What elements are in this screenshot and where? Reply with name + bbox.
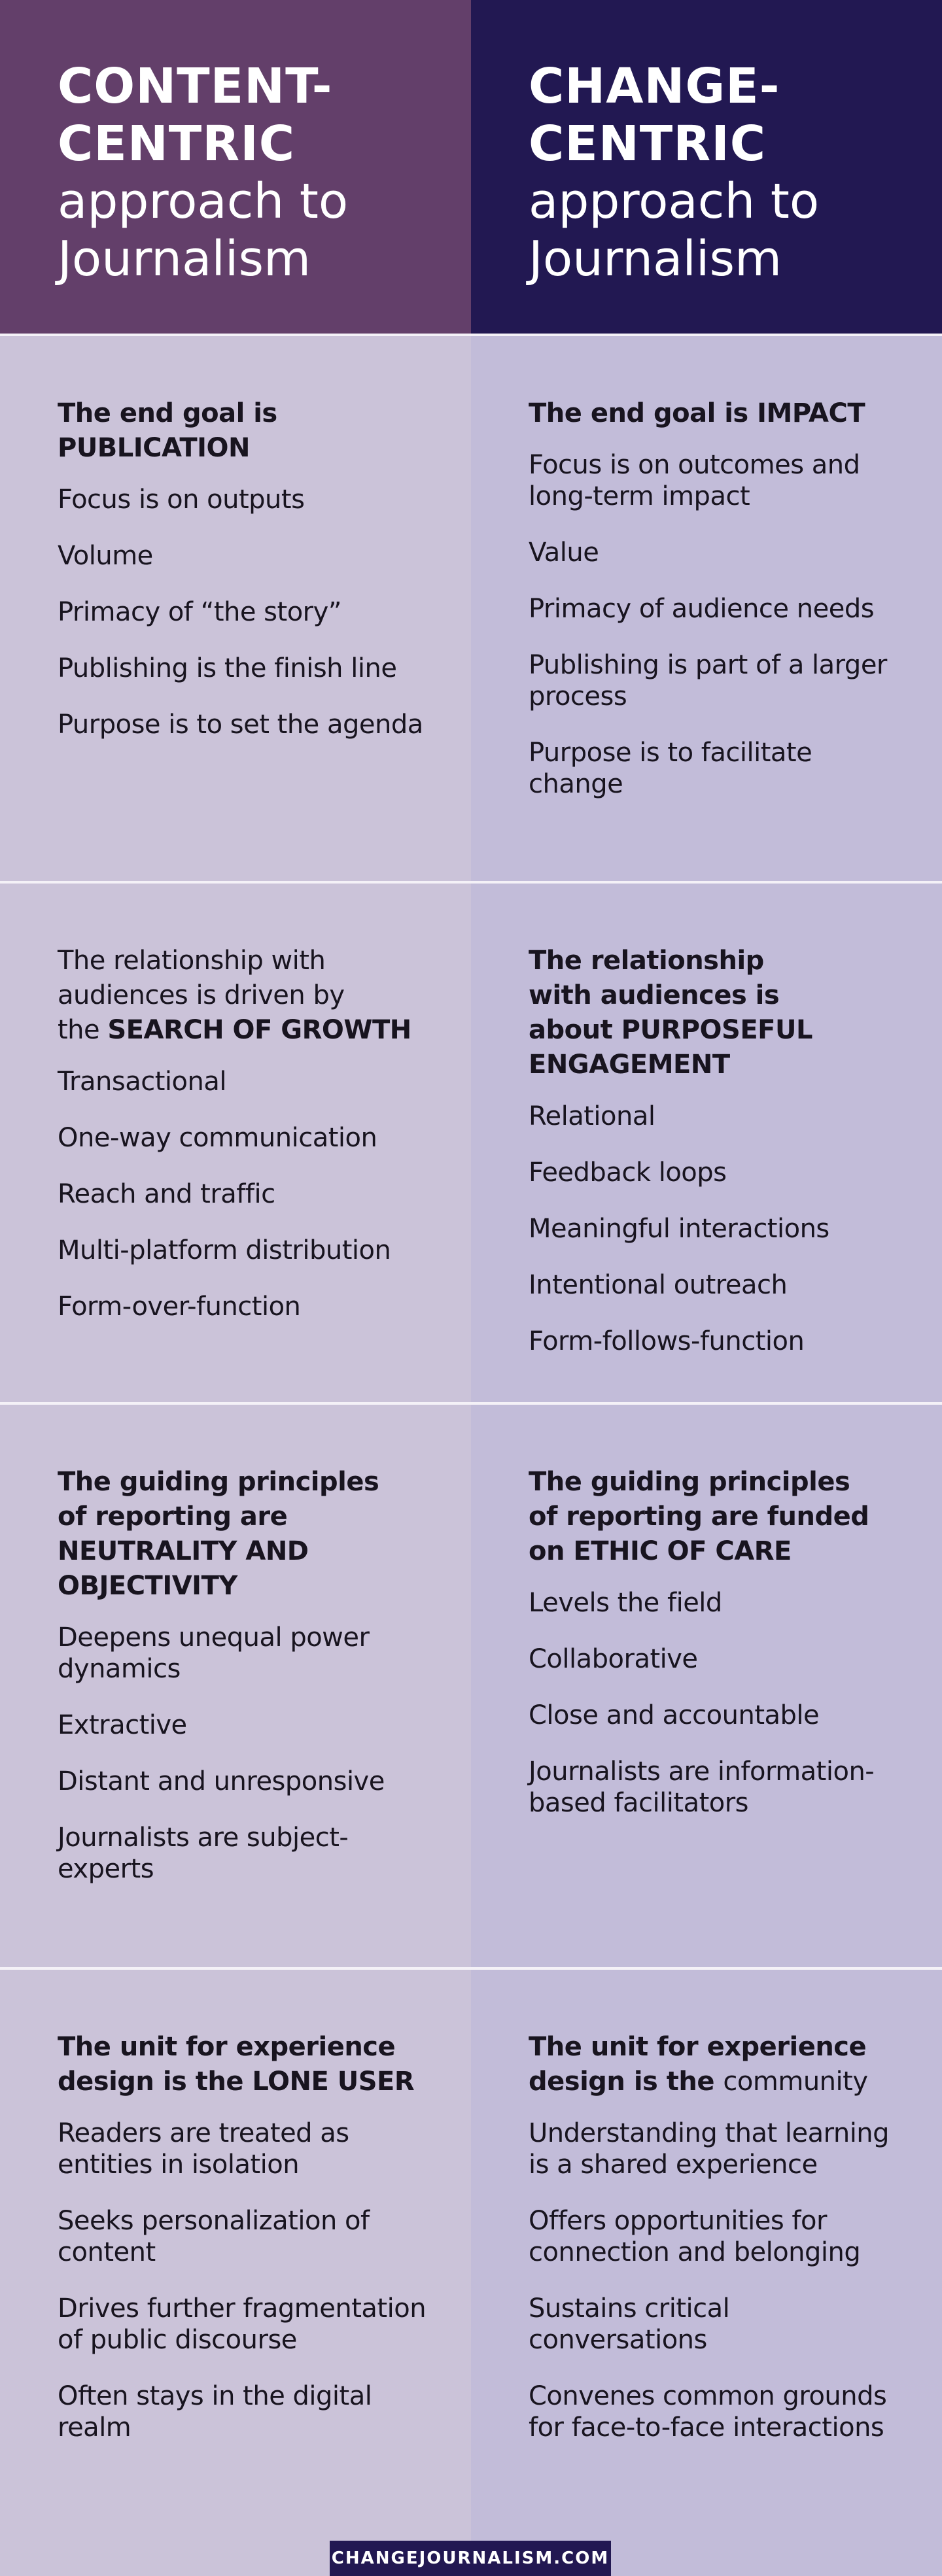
list-item: Relational bbox=[529, 1101, 655, 1131]
lead-fragment: on ETHIC OF CARE bbox=[529, 1536, 792, 1566]
header-bold-line: CENTRIC bbox=[529, 116, 767, 172]
row-2-right-cell bbox=[471, 881, 942, 1402]
lead-fragment: OBJECTIVITY bbox=[58, 1571, 237, 1601]
row-3-left-cell bbox=[0, 1402, 471, 1967]
cell-content bbox=[529, 944, 908, 1382]
header-change-centric-title bbox=[529, 58, 921, 288]
lead-statement bbox=[58, 2030, 437, 2099]
list-item: Journalists are subject-experts bbox=[58, 1823, 349, 1884]
list-item: Deepens unequal power dynamics bbox=[58, 1623, 370, 1684]
cell-content bbox=[529, 1465, 908, 1844]
header-bold-line: CENTRIC bbox=[58, 116, 296, 172]
list-item: Form-over-function bbox=[58, 1292, 301, 1322]
list-item: Transactional bbox=[58, 1067, 226, 1097]
lead-statement bbox=[529, 1465, 908, 1569]
lead-statement bbox=[58, 1465, 437, 1604]
list-item: Levels the field bbox=[529, 1588, 722, 1618]
list-item: Seeks personalization of content bbox=[58, 2206, 370, 2267]
header-light-line: approach to bbox=[58, 173, 349, 230]
row-1-right-cell bbox=[471, 334, 942, 881]
header-bold-line: CONTENT- bbox=[58, 58, 333, 114]
list-item: Feedback loops bbox=[529, 1158, 727, 1188]
cell-content bbox=[58, 1465, 437, 1910]
list-item: Publishing is part of a larger process bbox=[529, 650, 887, 712]
list-item: Focus is on outcomes and long-term impact bbox=[529, 450, 860, 511]
lead-fragment: NEUTRALITY AND bbox=[58, 1536, 309, 1566]
lead-fragment: of reporting are funded bbox=[529, 1502, 869, 1532]
row-3-right-cell bbox=[471, 1402, 942, 1967]
site-url-footer: CHANGEJOURNALISM.COM bbox=[330, 2541, 611, 2576]
list-item: Multi-platform distribution bbox=[58, 1235, 391, 1265]
list-item: Reach and traffic bbox=[58, 1179, 275, 1209]
list-item: Drives further fragmentation of public discourse bbox=[58, 2293, 427, 2355]
list-item: Volume bbox=[58, 541, 153, 571]
lead-fragment: The unit for experience bbox=[58, 2032, 396, 2062]
lead-fragment: community bbox=[723, 2067, 868, 2097]
header-content-centric bbox=[0, 0, 471, 334]
list-item: Intentional outreach bbox=[529, 1270, 788, 1300]
list-item: Distant and unresponsive bbox=[58, 1766, 385, 1796]
lead-fragment: ENGAGEMENT bbox=[529, 1050, 730, 1080]
header-light-line: approach to bbox=[529, 173, 820, 230]
lead-fragment: The relationship with bbox=[58, 946, 326, 976]
lead-fragment: PUBLICATION bbox=[58, 433, 251, 463]
list-item: Sustains critical conversations bbox=[529, 2293, 730, 2355]
list-item: Collaborative bbox=[529, 1644, 698, 1674]
lead-fragment: The end goal is IMPACT bbox=[529, 398, 865, 428]
row-4-left-cell bbox=[0, 1967, 471, 2576]
cell-content bbox=[529, 396, 908, 825]
lead-fragment: design is the bbox=[529, 2067, 724, 2097]
list-item: Often stays in the digital realm bbox=[58, 2381, 372, 2443]
list-item: Close and accountable bbox=[529, 1700, 820, 1730]
header-content-centric-title bbox=[58, 58, 450, 288]
lead-fragment: The guiding principles bbox=[58, 1467, 379, 1497]
list-item: Extractive bbox=[58, 1710, 187, 1740]
lead-fragment: The end goal is bbox=[58, 398, 277, 428]
lead-fragment: The unit for experience bbox=[529, 2032, 867, 2062]
list-item: Value bbox=[529, 538, 599, 568]
list-item: Publishing is the finish line bbox=[58, 653, 397, 683]
lead-statement bbox=[529, 2030, 908, 2099]
list-item: Primacy of “the story” bbox=[58, 597, 342, 627]
lead-fragment: audiences is driven by bbox=[58, 980, 345, 1010]
list-item: Journalists are information-based facilitators bbox=[529, 1757, 875, 1818]
lead-fragment: about PURPOSEFUL bbox=[529, 1015, 812, 1045]
lead-statement bbox=[58, 396, 437, 466]
header-bold-line: CHANGE- bbox=[529, 58, 780, 114]
cell-content bbox=[58, 2030, 437, 2468]
lead-statement bbox=[529, 396, 908, 431]
lead-fragment: design is the LONE USER bbox=[58, 2067, 415, 2097]
list-item: Meaningful interactions bbox=[529, 1214, 829, 1244]
header-change-centric bbox=[471, 0, 942, 334]
list-item: Focus is on outputs bbox=[58, 485, 305, 515]
lead-fragment: of reporting are bbox=[58, 1502, 288, 1532]
lead-fragment: with audiences is bbox=[529, 980, 780, 1010]
list-item: One-way communication bbox=[58, 1123, 377, 1153]
list-item: Readers are treated as entities in isolation bbox=[58, 2118, 349, 2180]
list-item: Offers opportunities for connection and belonging bbox=[529, 2206, 861, 2267]
lead-statement bbox=[529, 944, 908, 1082]
list-item: Convenes common grounds for face-to-face interactions bbox=[529, 2381, 887, 2443]
list-item: Purpose is to set the agenda bbox=[58, 710, 423, 740]
list-item: Purpose is to facilitate change bbox=[529, 738, 812, 799]
row-4-right-cell bbox=[471, 1967, 942, 2576]
lead-fragment: The guiding principles bbox=[529, 1467, 850, 1497]
cell-content bbox=[529, 2030, 908, 2468]
lead-statement bbox=[58, 944, 437, 1048]
cell-content bbox=[58, 944, 437, 1347]
header-light-line: Journalism bbox=[58, 231, 311, 287]
lead-fragment: SEARCH OF GROWTH bbox=[107, 1015, 411, 1045]
list-item: Form-follows-function bbox=[529, 1326, 805, 1356]
list-item: Primacy of audience needs bbox=[529, 594, 875, 624]
lead-fragment: the bbox=[58, 1015, 108, 1045]
lead-fragment: The relationship bbox=[529, 946, 764, 976]
list-item: Understanding that learning is a shared experience bbox=[529, 2118, 890, 2180]
row-2-left-cell bbox=[0, 881, 471, 1402]
cell-content bbox=[58, 396, 437, 765]
row-1-left-cell bbox=[0, 334, 471, 881]
header-light-line: Journalism bbox=[529, 231, 782, 287]
